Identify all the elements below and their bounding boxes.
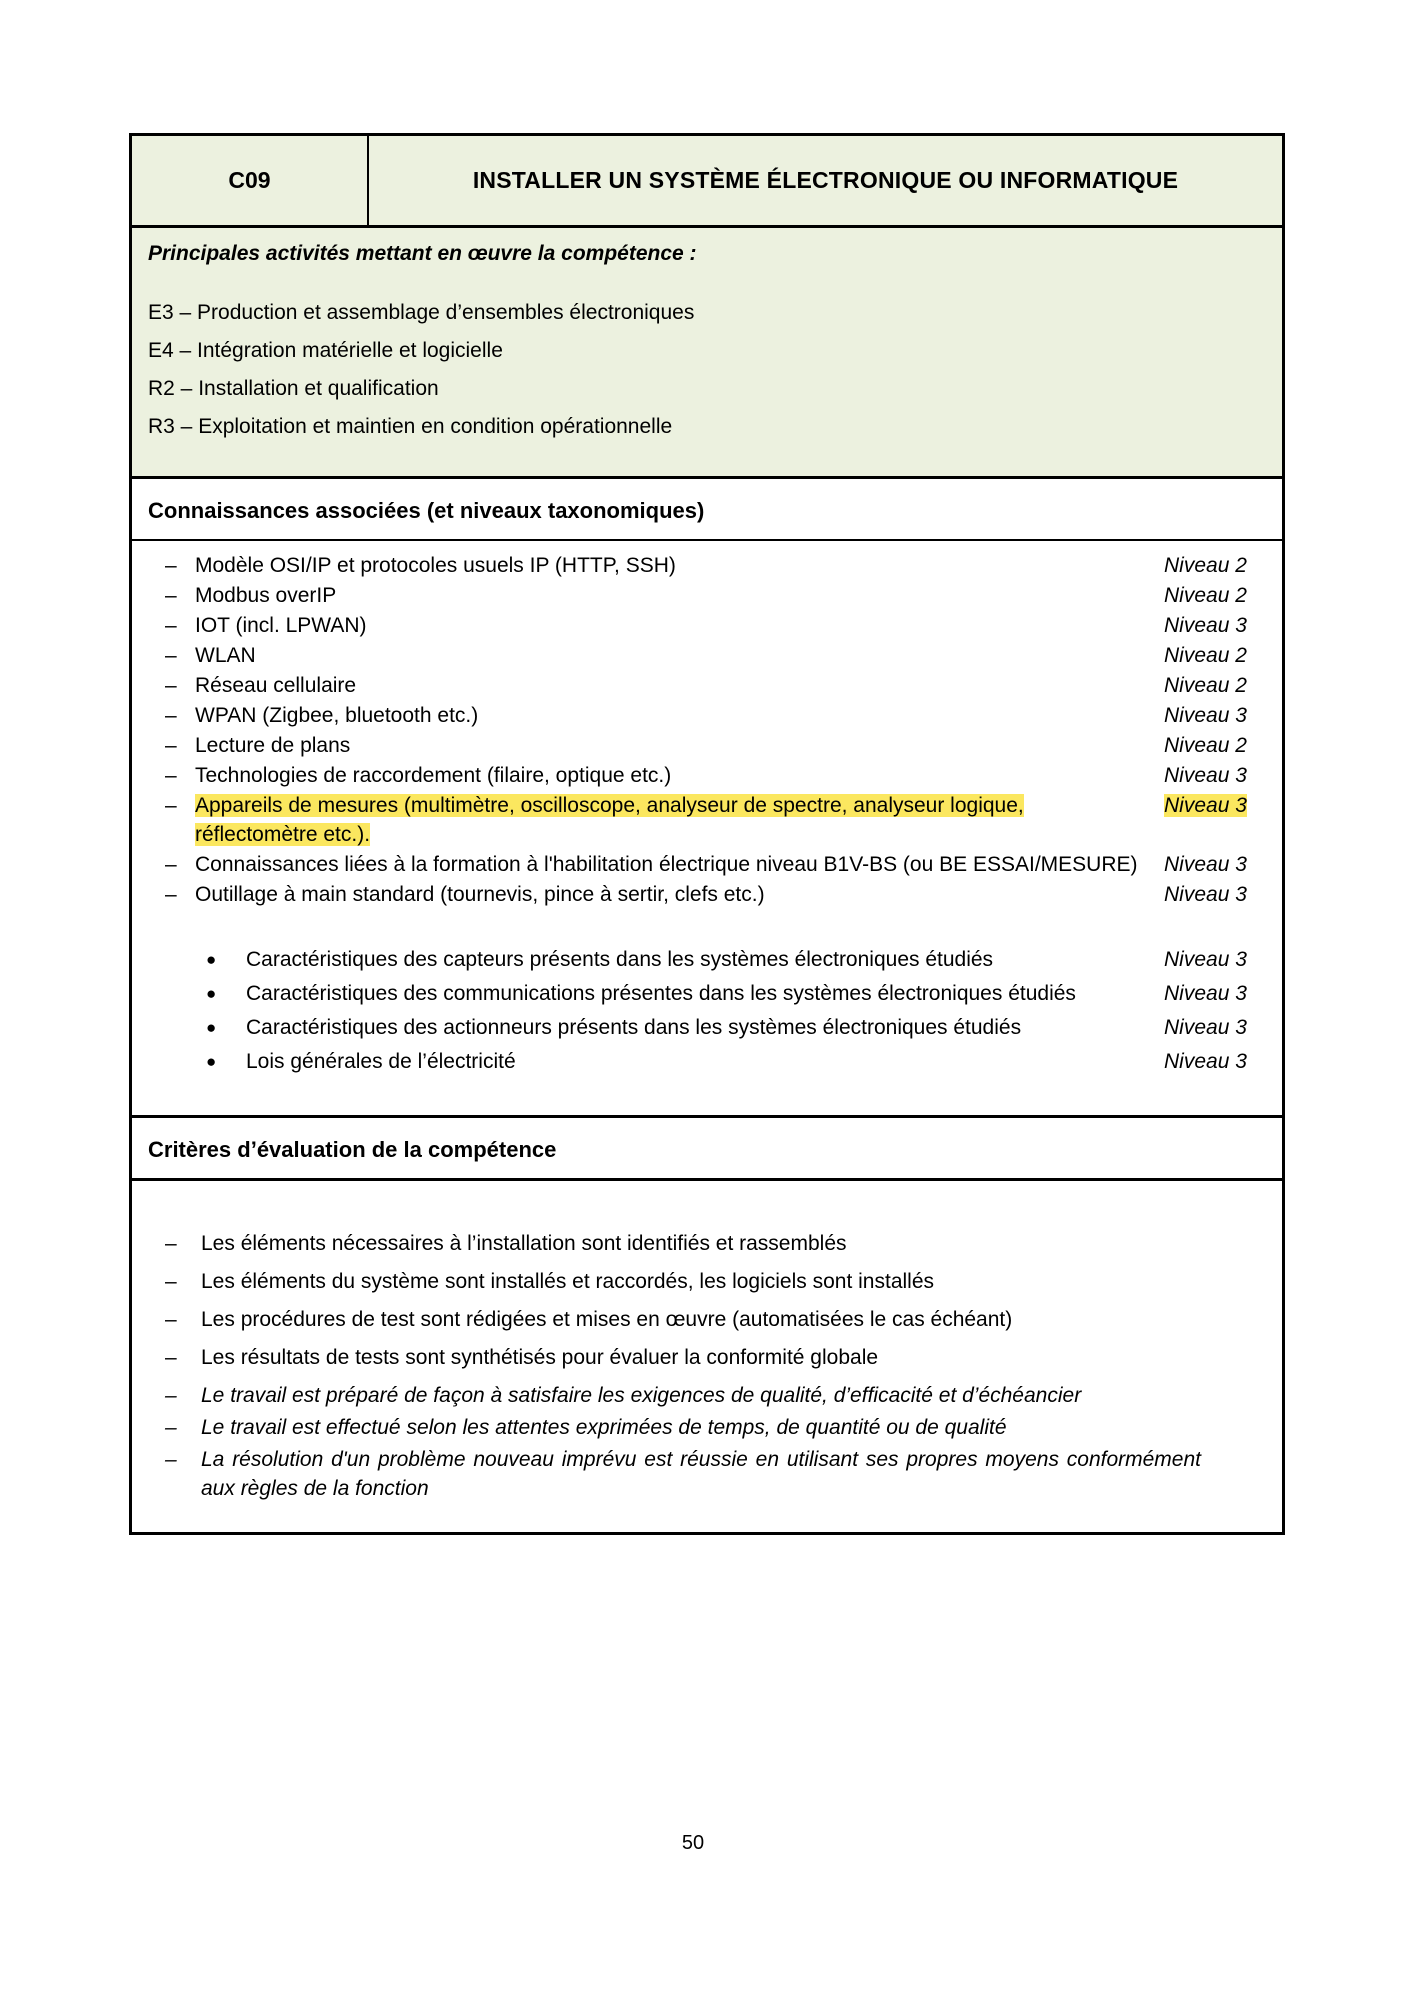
level-label: Niveau 3	[1164, 853, 1247, 876]
level-label: Niveau 3	[1164, 614, 1247, 637]
level-label: Niveau 3	[1164, 982, 1247, 1005]
knowledge-item-text-inline: Appareils de mesures (multimètre, oscilloscope, analyseur de spectre, analyseur logique, réflectomètre etc.).	[195, 794, 1024, 846]
knowledge-item-text-inline: IOT (incl. LPWAN)	[195, 614, 367, 637]
level-label: Niveau 2	[1164, 554, 1247, 577]
criteria-item	[165, 1413, 1268, 1442]
criteria-section	[132, 1181, 1282, 1532]
knowledge-item-text-inline: Outillage à main standard (tournevis, pince à sertir, clefs etc.)	[195, 883, 765, 906]
knowledge-item-text-inline: Modèle OSI/IP et protocoles usuels IP (HTTP, SSH)	[195, 554, 676, 577]
level-label: Niveau 2	[1164, 644, 1247, 667]
dash-icon: –	[165, 1448, 177, 1471]
level-label: Niveau 3	[1164, 948, 1247, 971]
criteria-item	[165, 1381, 1268, 1410]
criteria-item-text: Le travail est effectué selon les attentes exprimées de temps, de quantité ou de qualité	[201, 1416, 1007, 1439]
knowledge-item	[165, 791, 1276, 849]
criteria-item	[165, 1267, 1268, 1296]
criteria-italic-list	[165, 1381, 1268, 1503]
knowledge-heading: Connaissances associées (et niveaux taxonomiques)	[132, 479, 1282, 541]
knowledge-item-text-inline: Caractéristiques des actionneurs présents dans les systèmes électroniques étudiés	[246, 1016, 1022, 1039]
knowledge-item-level	[1164, 945, 1276, 974]
knowledge-item-text	[195, 731, 1143, 760]
knowledge-item-level	[1164, 880, 1276, 909]
dash-icon: –	[165, 674, 177, 697]
dash-icon: –	[165, 1384, 177, 1407]
dash-icon: –	[165, 734, 177, 757]
bullet-icon: ●	[206, 1018, 217, 1037]
knowledge-item-level	[1164, 551, 1276, 580]
knowledge-item-text-inline: WLAN	[195, 644, 256, 667]
level-label: Niveau 2	[1164, 584, 1247, 607]
dash-icon: –	[165, 853, 177, 876]
dash-icon: –	[165, 554, 177, 577]
knowledge-item-text-inline: Caractéristiques des capteurs présents dans les systèmes électroniques étudiés	[246, 948, 994, 971]
table-header-row	[132, 136, 1282, 228]
knowledge-item	[165, 551, 1276, 580]
level-label: Niveau 3	[1164, 1016, 1247, 1039]
dash-icon: –	[165, 1308, 177, 1331]
dash-icon: –	[165, 1270, 177, 1293]
level-label: Niveau 3	[1164, 704, 1247, 727]
dash-icon: –	[165, 794, 177, 817]
bullet-icon: ●	[206, 950, 217, 969]
knowledge-item-level	[1164, 611, 1276, 640]
page-number: 50	[681, 1832, 705, 1854]
knowledge-item	[165, 671, 1276, 700]
knowledge-item-text	[195, 551, 1143, 580]
activity-item: E4 – Intégration matérielle et logicielle	[148, 339, 503, 362]
knowledge-item-text	[195, 671, 1143, 700]
activity-item: R2 – Installation et qualification	[148, 377, 439, 400]
knowledge-item-text-inline: Technologies de raccordement (filaire, optique etc.)	[195, 764, 672, 787]
knowledge-item-text	[246, 979, 1106, 1008]
knowledge-item-level	[1164, 701, 1276, 730]
criteria-heading: Critères d’évaluation de la compétence	[132, 1118, 1282, 1181]
dash-icon: –	[165, 764, 177, 787]
criteria-item-text: La résolution d'un problème nouveau imprévu est réussie en utilisant ses propres moyens conformément aux règles de la fonction	[201, 1448, 1201, 1500]
knowledge-item-level	[1164, 581, 1276, 610]
criteria-item	[165, 1305, 1268, 1334]
knowledge-item-level	[1164, 641, 1276, 670]
level-label: Niveau 3	[1164, 764, 1247, 787]
knowledge-item	[165, 641, 1276, 670]
dash-icon: –	[165, 1232, 177, 1255]
knowledge-bullet-list	[165, 945, 1276, 1076]
knowledge-item-level	[1164, 1013, 1276, 1042]
dash-icon: –	[165, 883, 177, 906]
knowledge-item	[165, 701, 1276, 730]
knowledge-item-text	[195, 880, 1143, 909]
knowledge-item-text	[195, 791, 1143, 849]
criteria-item	[165, 1343, 1268, 1372]
knowledge-item-text	[195, 761, 1143, 790]
bullet-icon: ●	[206, 1052, 217, 1071]
competence-title: INSTALLER UN SYSTÈME ÉLECTRONIQUE OU INFORMATIQUE	[472, 167, 1179, 193]
dash-icon: –	[165, 614, 177, 637]
knowledge-item-text-inline: Modbus overIP	[195, 584, 337, 607]
activities-section	[132, 228, 1282, 479]
dash-icon: –	[165, 704, 177, 727]
knowledge-item-text	[246, 1047, 1106, 1076]
criteria-item	[165, 1445, 1268, 1503]
criteria-item	[165, 1229, 1268, 1258]
knowledge-item-text-inline: Réseau cellulaire	[195, 674, 357, 697]
knowledge-item-level	[1164, 761, 1276, 790]
knowledge-item	[165, 850, 1276, 879]
knowledge-item-level	[1164, 979, 1276, 1008]
dash-icon: –	[165, 1346, 177, 1369]
knowledge-item-text	[195, 641, 1143, 670]
knowledge-item-level	[1164, 731, 1276, 760]
knowledge-item-text	[246, 1013, 1106, 1042]
dash-icon: –	[165, 584, 177, 607]
criteria-item-text: Le travail est préparé de façon à satisfaire les exigences de qualité, d’efficacité et d’échéancier	[201, 1384, 1082, 1407]
activities-list	[148, 294, 1264, 446]
knowledge-item-text-inline: WPAN (Zigbee, bluetooth etc.)	[195, 704, 479, 727]
level-label: Niveau 3	[1164, 883, 1247, 906]
activity-item: R3 – Exploitation et maintien en condition opérationnelle	[148, 415, 673, 438]
knowledge-item-text-inline: Caractéristiques des communications présentes dans les systèmes électroniques étudiés	[246, 982, 1076, 1005]
criteria-item-text: Les procédures de test sont rédigées et mises en œuvre (automatisées le cas échéant)	[201, 1308, 1013, 1331]
knowledge-item-text	[195, 581, 1143, 610]
criteria-plain-list	[165, 1229, 1268, 1372]
level-label: Niveau 3	[1164, 1050, 1247, 1073]
knowledge-dash-list	[165, 551, 1276, 909]
knowledge-item	[165, 611, 1276, 640]
knowledge-item	[165, 880, 1276, 909]
dash-icon: –	[165, 644, 177, 667]
knowledge-item	[165, 979, 1276, 1008]
knowledge-item	[165, 761, 1276, 790]
knowledge-section	[132, 541, 1282, 1118]
knowledge-item	[165, 581, 1276, 610]
knowledge-item-text-inline: Lecture de plans	[195, 734, 351, 757]
knowledge-item	[165, 945, 1276, 974]
knowledge-item-text-inline: Lois générales de l’électricité	[246, 1050, 516, 1073]
knowledge-item-level	[1164, 671, 1276, 700]
knowledge-item	[165, 1047, 1276, 1076]
dash-icon: –	[165, 1416, 177, 1439]
bullet-icon: ●	[206, 984, 217, 1003]
knowledge-item-text	[246, 945, 1106, 974]
level-label: Niveau 3	[1164, 794, 1247, 817]
criteria-item-text: Les éléments du système sont installés et raccordés, les logiciels sont installés	[201, 1270, 935, 1293]
knowledge-item-text	[195, 850, 1143, 879]
knowledge-item-level	[1164, 850, 1276, 879]
activities-intro: Principales activités mettant en œuvre la compétence :	[148, 242, 697, 265]
knowledge-item-text-inline: Connaissances liées à la formation à l'habilitation électrique niveau B1V-BS (ou BE ESSAI/MESURE)	[195, 853, 1138, 876]
knowledge-item-text	[195, 701, 1143, 730]
criteria-item-text: Les éléments nécessaires à l’installation sont identifiés et rassemblés	[201, 1232, 847, 1255]
knowledge-item	[165, 731, 1276, 760]
level-label: Niveau 2	[1164, 734, 1247, 757]
knowledge-item	[165, 1013, 1276, 1042]
knowledge-item-text	[195, 611, 1143, 640]
level-label: Niveau 2	[1164, 674, 1247, 697]
criteria-item-text: Les résultats de tests sont synthétisés pour évaluer la conformité globale	[201, 1346, 879, 1369]
knowledge-item-level	[1164, 791, 1276, 820]
activity-item: E3 – Production et assemblage d’ensembles électroniques	[148, 301, 695, 324]
knowledge-item-level	[1164, 1047, 1276, 1076]
competence-table	[129, 133, 1285, 1535]
competence-code: C09	[132, 136, 369, 225]
